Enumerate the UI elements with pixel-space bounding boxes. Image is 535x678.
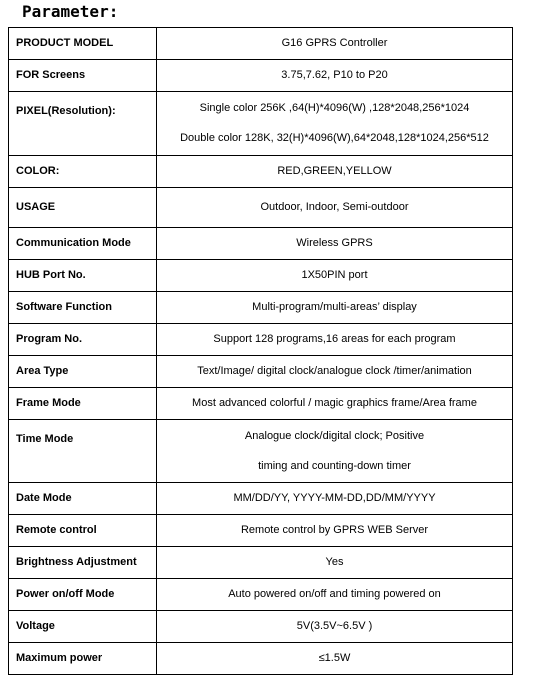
row-value: 1X50PIN port <box>157 260 513 292</box>
page-title: Parameter: <box>22 2 119 21</box>
row-value: Outdoor, Indoor, Semi-outdoor <box>157 188 513 228</box>
row-label: Program No. <box>9 324 157 356</box>
row-value-line: timing and counting-down timer <box>258 459 411 472</box>
row-label: COLOR: <box>9 156 157 188</box>
table-row <box>9 611 513 643</box>
row-label: Area Type <box>9 356 157 388</box>
row-value: Yes <box>157 547 513 579</box>
table-row <box>9 388 513 420</box>
table-row <box>9 292 513 324</box>
row-label: Time Mode <box>9 420 157 483</box>
table-row <box>9 228 513 260</box>
row-label: USAGE <box>9 188 157 228</box>
table-row <box>9 547 513 579</box>
table-row <box>9 60 513 92</box>
row-value: Most advanced colorful / magic graphics frame/Area frame <box>157 388 513 420</box>
row-value: RED,GREEN,YELLOW <box>157 156 513 188</box>
row-value <box>157 92 513 156</box>
row-label: Brightness Adjustment <box>9 547 157 579</box>
row-value: Text/Image/ digital clock/analogue clock /timer/animation <box>157 356 513 388</box>
row-value: G16 GPRS Controller <box>157 28 513 60</box>
table-row <box>9 324 513 356</box>
row-label: PIXEL(Resolution): <box>9 92 157 156</box>
row-value: ≤1.5W <box>157 643 513 675</box>
row-value: Wireless GPRS <box>157 228 513 260</box>
table-row <box>9 188 513 228</box>
row-label: HUB Port No. <box>9 260 157 292</box>
row-value <box>157 420 513 483</box>
row-label: Maximum power <box>9 643 157 675</box>
table-row <box>9 643 513 675</box>
row-label: Voltage <box>9 611 157 643</box>
row-label: Frame Mode <box>9 388 157 420</box>
table-row <box>9 483 513 515</box>
row-value: 3.75,7.62, P10 to P20 <box>157 60 513 92</box>
row-label: Software Function <box>9 292 157 324</box>
row-value-line: Double color 128K, 32(H)*4096(W),64*2048,128*1024,256*512 <box>180 132 489 144</box>
row-value: Multi-program/multi-areas’ display <box>157 292 513 324</box>
row-value: Auto powered on/off and timing powered on <box>157 579 513 611</box>
table-row <box>9 579 513 611</box>
row-label: Date Mode <box>9 483 157 515</box>
row-value: 5V(3.5V~6.5V ) <box>157 611 513 643</box>
table-row <box>9 515 513 547</box>
row-value-line: Single color 256K ,64(H)*4096(W) ,128*2048,256*1024 <box>199 102 470 114</box>
row-label: Communication Mode <box>9 228 157 260</box>
table-row <box>9 356 513 388</box>
row-label: Power on/off Mode <box>9 579 157 611</box>
row-value: MM/DD/YY, YYYY-MM-DD,DD/MM/YYYY <box>157 483 513 515</box>
row-value: Remote control by GPRS WEB Server <box>157 515 513 547</box>
row-value: Support 128 programs,16 areas for each program <box>157 324 513 356</box>
table-row <box>9 260 513 292</box>
row-label: FOR Screens <box>9 60 157 92</box>
table-row <box>9 420 513 483</box>
table-row <box>9 92 513 156</box>
row-label: Remote control <box>9 515 157 547</box>
table-row <box>9 156 513 188</box>
row-label: PRODUCT MODEL <box>9 28 157 60</box>
row-value-line: Analogue clock/digital clock; Positive <box>244 429 425 442</box>
parameter-table <box>8 27 513 675</box>
table-row <box>9 28 513 60</box>
